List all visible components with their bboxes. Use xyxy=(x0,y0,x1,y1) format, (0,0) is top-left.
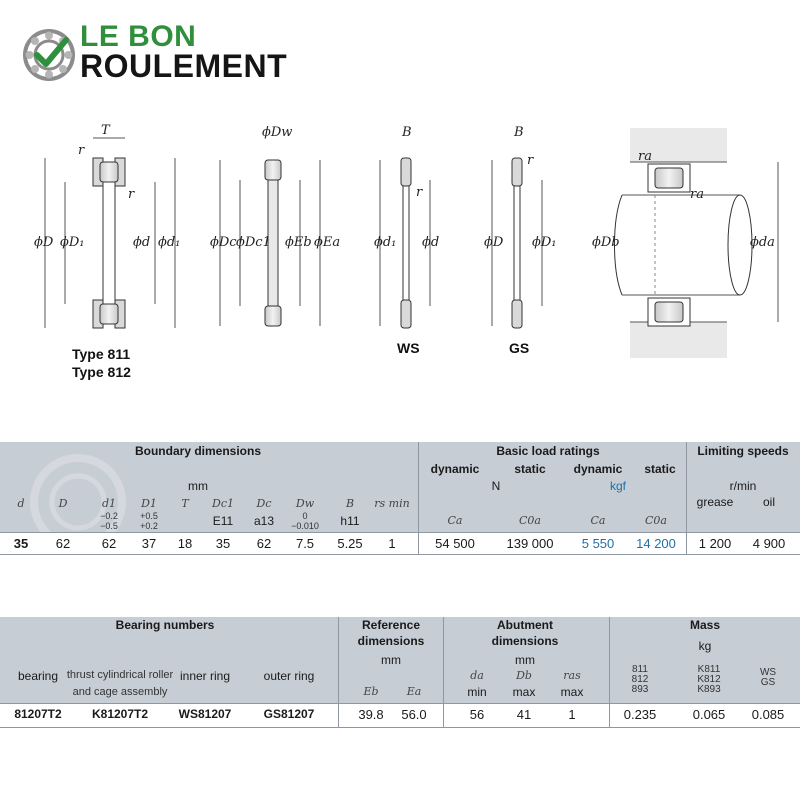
svg-text:ϕd: ϕd xyxy=(133,235,151,250)
svg-text:ϕda: ϕda xyxy=(750,235,775,250)
header-ref-mm: mm xyxy=(381,653,401,667)
header-mm: mm xyxy=(188,479,208,493)
cell-Ca-kgf: 5 550 xyxy=(581,536,615,551)
svg-text:ϕDc: ϕDc xyxy=(210,235,237,250)
svg-text:ϕD₁: ϕD₁ xyxy=(532,235,557,250)
header-static-kgf: static xyxy=(644,462,676,476)
cell-D: 62 xyxy=(55,536,71,551)
svg-text:r: r xyxy=(78,143,85,158)
svg-text:r: r xyxy=(527,153,534,168)
cell-inner-ring-number: WS81207 xyxy=(178,707,232,721)
label-gs: GS xyxy=(509,340,530,356)
header-limiting-speeds: Limiting speeds xyxy=(697,444,789,458)
cell-Ca-n: 54 500 xyxy=(435,536,475,551)
svg-text:ra: ra xyxy=(638,149,652,164)
cell-outer-ring-number: GS81207 xyxy=(263,707,315,721)
drawing-mounting xyxy=(592,128,778,358)
header-assembly: thrust cylindrical roller and cage assembly xyxy=(66,669,174,698)
cell-C0a-kgf: 14 200 xyxy=(636,536,676,551)
cell-assembly-number: K81207T2 xyxy=(91,707,149,721)
svg-text:B: B xyxy=(514,125,524,140)
header-static-n: static xyxy=(514,462,546,476)
header-mass-k811: K811 K812 K893 xyxy=(697,664,721,695)
header-grease: grease xyxy=(696,495,734,509)
logo-text-bottom: ROULEMENT xyxy=(80,48,288,84)
header-abutment: Abutment dimensions xyxy=(491,618,559,648)
cell-mass-1: 0.235 xyxy=(623,707,657,722)
sym-B: B xyxy=(345,497,355,510)
sym-D1: D1 xyxy=(141,497,157,510)
svg-text:ϕd₁: ϕd₁ xyxy=(374,235,397,250)
header-outer-ring: outer ring xyxy=(263,669,315,683)
tol-Dw: 0 −0.010 xyxy=(291,511,319,532)
tol-Dc1: E11 xyxy=(212,514,234,528)
sym-rs-min: rs min xyxy=(374,497,410,510)
svg-text:ϕd: ϕd xyxy=(422,235,440,250)
drawing-gs xyxy=(484,125,557,328)
header-kg: kg xyxy=(698,639,712,653)
cell-Dw: 7.5 xyxy=(295,536,315,551)
header-oil: oil xyxy=(762,495,776,509)
label-ws: WS xyxy=(397,340,420,356)
sym-Dc: Dc xyxy=(256,497,272,510)
sym-Ea: Ea xyxy=(406,685,422,698)
svg-text:ϕd₁: ϕd₁ xyxy=(158,235,181,250)
svg-text:r: r xyxy=(128,187,135,202)
sym-da: da xyxy=(470,669,484,682)
logo-bearing-icon xyxy=(22,28,76,82)
logo-text-top: LE BON xyxy=(80,20,197,53)
sym-ras: ras xyxy=(563,669,581,682)
cell-ras: 1 xyxy=(568,707,576,722)
cell-Dc: 62 xyxy=(256,536,272,551)
cell-Db: 41 xyxy=(516,707,532,722)
svg-text:ϕEa: ϕEa xyxy=(314,235,341,250)
tol-B: h11 xyxy=(340,514,360,528)
svg-text:B: B xyxy=(402,125,412,140)
svg-text:ϕDb: ϕDb xyxy=(592,235,620,250)
cell-Eb: 39.8 xyxy=(358,707,384,722)
cell-bearing-number: 81207T2 xyxy=(14,707,62,721)
sym-C0a-n: C0a xyxy=(519,514,541,527)
header-mass: Mass xyxy=(689,618,721,632)
header-unit-n: N xyxy=(491,479,501,493)
sym-Ca-n: Ca xyxy=(447,514,463,527)
svg-text:ϕEb: ϕEb xyxy=(285,235,312,250)
header-boundary-dimensions: Boundary dimensions xyxy=(134,444,262,458)
sym-D: D xyxy=(58,497,68,510)
header-dynamic-kgf: dynamic xyxy=(573,462,623,476)
drawing-ws xyxy=(374,125,439,328)
cell-rs: 1 xyxy=(388,536,396,551)
drawing-type-811 xyxy=(34,123,180,328)
svg-text:ϕD: ϕD xyxy=(484,235,504,250)
cell-Ea: 56.0 xyxy=(401,707,427,722)
header-inner-ring: inner ring xyxy=(179,669,231,683)
tol-d1: −0.2 −0.5 xyxy=(100,511,118,532)
header-max-1: max xyxy=(512,685,536,699)
cell-D1: 37 xyxy=(141,536,157,551)
header-dynamic-n: dynamic xyxy=(430,462,480,476)
cell-Dc1: 35 xyxy=(215,536,231,551)
sym-d: d xyxy=(17,497,25,510)
header-bearing: bearing xyxy=(17,669,59,683)
header-mass-811: 811 812 893 xyxy=(631,664,649,695)
drawing-cage-assembly xyxy=(210,125,340,326)
cell-da: 56 xyxy=(469,707,485,722)
tol-Dc: a13 xyxy=(253,514,275,528)
sym-Ca-kgf: Ca xyxy=(590,514,606,527)
sym-d1: d1 xyxy=(101,497,117,510)
cell-mass-3: 0.085 xyxy=(751,707,785,722)
header-basic-load-ratings: Basic load ratings xyxy=(496,444,600,458)
label-type-811: Type 811 xyxy=(72,346,131,362)
svg-text:ϕDw: ϕDw xyxy=(262,125,293,140)
sym-Eb: Eb xyxy=(363,685,379,698)
header-bearing-numbers: Bearing numbers xyxy=(115,618,215,632)
tol-D1: +0.5 +0.2 xyxy=(140,511,158,532)
sym-Db: Db xyxy=(516,669,532,682)
header-reference: Reference dimensions xyxy=(357,618,425,648)
sym-T: T xyxy=(181,497,189,510)
header-mass-wsgs: WS GS xyxy=(759,667,777,688)
cell-C0a-n: 139 000 xyxy=(506,536,554,551)
svg-text:ϕDc1: ϕDc1 xyxy=(236,235,271,250)
cell-d1: 62 xyxy=(101,536,117,551)
cell-grease: 1 200 xyxy=(698,536,732,551)
cell-mass-2: 0.065 xyxy=(692,707,726,722)
header-rmin: r/min xyxy=(729,479,757,493)
sym-Dw: Dw xyxy=(295,497,315,510)
cell-T: 18 xyxy=(177,536,193,551)
header-max-2: max xyxy=(560,685,584,699)
svg-text:ra: ra xyxy=(690,187,704,202)
header-min: min xyxy=(467,685,487,699)
svg-text:ϕD: ϕD xyxy=(34,235,54,250)
cell-oil: 4 900 xyxy=(752,536,786,551)
sym-C0a-kgf: C0a xyxy=(645,514,667,527)
cell-d: 35 xyxy=(13,536,29,551)
svg-text:ϕD₁: ϕD₁ xyxy=(60,235,85,250)
svg-text:T: T xyxy=(101,123,110,138)
label-type-812: Type 812 xyxy=(72,364,131,380)
sym-Dc1: Dc1 xyxy=(212,497,234,510)
svg-text:r: r xyxy=(416,185,423,200)
cell-B: 5.25 xyxy=(337,536,363,551)
header-abut-mm: mm xyxy=(515,653,535,667)
header-unit-kgf: kgf xyxy=(609,479,627,493)
